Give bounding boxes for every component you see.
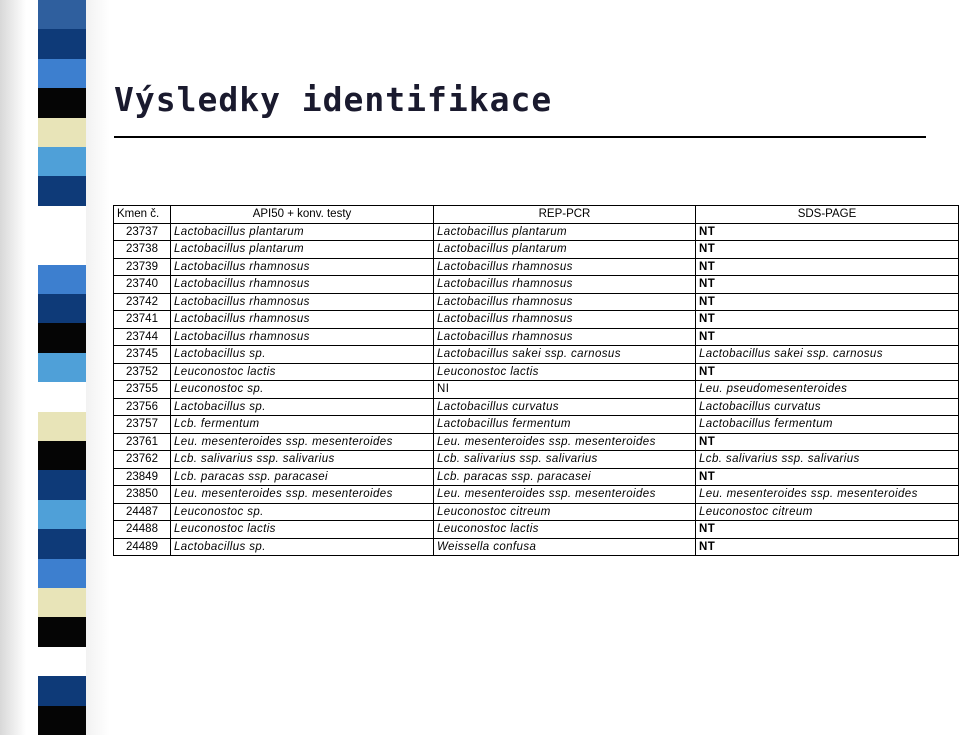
cell-strain: 23738	[114, 241, 171, 259]
table-row	[114, 328, 959, 346]
cell-sds-page: Lcb. salivarius ssp. salivarius	[696, 451, 959, 469]
cell-api50: Lactobacillus sp.	[171, 346, 434, 364]
decorative-square	[38, 206, 86, 236]
cell-sds-page: Leu. pseudomesenteroides	[696, 381, 959, 399]
cell-api50: Leuconostoc lactis	[171, 363, 434, 381]
cell-rep-pcr: Lactobacillus rhamnosus	[434, 293, 696, 311]
cell-sds-page: NT	[696, 223, 959, 241]
header-api50: API50 + konv. testy	[171, 206, 434, 224]
cell-strain: 24488	[114, 521, 171, 539]
title-underline	[114, 136, 926, 138]
cell-api50: Lactobacillus plantarum	[171, 223, 434, 241]
cell-rep-pcr: Lactobacillus rhamnosus	[434, 276, 696, 294]
decorative-square	[38, 176, 86, 206]
results-table	[113, 205, 959, 556]
decorative-square	[38, 559, 86, 589]
table-row	[114, 451, 959, 469]
cell-sds-page: Lactobacillus curvatus	[696, 398, 959, 416]
cell-strain: 23849	[114, 468, 171, 486]
table-row	[114, 223, 959, 241]
cell-rep-pcr: Lcb. paracas ssp. paracasei	[434, 468, 696, 486]
cell-api50: Lactobacillus rhamnosus	[171, 311, 434, 329]
cell-sds-page: NT	[696, 276, 959, 294]
decorative-square	[38, 676, 86, 706]
cell-strain: 23741	[114, 311, 171, 329]
cell-strain: 23752	[114, 363, 171, 381]
cell-strain: 23761	[114, 433, 171, 451]
cell-sds-page: NT	[696, 363, 959, 381]
decorative-square	[38, 441, 86, 471]
table-row	[114, 346, 959, 364]
cell-api50: Lactobacillus sp.	[171, 398, 434, 416]
cell-api50: Leuconostoc sp.	[171, 381, 434, 399]
decorative-square	[38, 147, 86, 177]
cell-strain: 23737	[114, 223, 171, 241]
cell-rep-pcr: Lactobacillus curvatus	[434, 398, 696, 416]
cell-strain: 23740	[114, 276, 171, 294]
cell-sds-page: Lactobacillus sakei ssp. carnosus	[696, 346, 959, 364]
cell-sds-page: NT	[696, 293, 959, 311]
cell-rep-pcr: Lactobacillus sakei ssp. carnosus	[434, 346, 696, 364]
cell-rep-pcr: Lactobacillus rhamnosus	[434, 258, 696, 276]
cell-strain: 23739	[114, 258, 171, 276]
cell-sds-page: Leu. mesenteroides ssp. mesenteroides	[696, 486, 959, 504]
table-row	[114, 398, 959, 416]
cell-api50: Leuconostoc sp.	[171, 503, 434, 521]
cell-strain: 23755	[114, 381, 171, 399]
header-sds-page: SDS-PAGE	[696, 206, 959, 224]
cell-sds-page: NT	[696, 538, 959, 556]
table-row	[114, 293, 959, 311]
cell-sds-page: NT	[696, 521, 959, 539]
table-row	[114, 521, 959, 539]
cell-rep-pcr: Lactobacillus rhamnosus	[434, 328, 696, 346]
table-row	[114, 486, 959, 504]
cell-api50: Lcb. fermentum	[171, 416, 434, 434]
decorative-square	[38, 0, 86, 30]
results-table-body	[114, 223, 959, 556]
cell-sds-page: NT	[696, 241, 959, 259]
cell-sds-page: NT	[696, 468, 959, 486]
cell-rep-pcr: Leuconostoc citreum	[434, 503, 696, 521]
cell-strain: 23762	[114, 451, 171, 469]
cell-api50: Leu. mesenteroides ssp. mesenteroides	[171, 486, 434, 504]
cell-sds-page: NT	[696, 258, 959, 276]
cell-sds-page: Leuconostoc citreum	[696, 503, 959, 521]
cell-strain: 23850	[114, 486, 171, 504]
header-strain: Kmen č.	[114, 206, 171, 224]
cell-strain: 23756	[114, 398, 171, 416]
cell-sds-page: NT	[696, 311, 959, 329]
cell-strain: 23745	[114, 346, 171, 364]
cell-rep-pcr: Weissella confusa	[434, 538, 696, 556]
decorative-square	[38, 265, 86, 295]
cell-rep-pcr: Leu. mesenteroides ssp. mesenteroides	[434, 486, 696, 504]
table-row	[114, 416, 959, 434]
cell-strain: 24489	[114, 538, 171, 556]
decorative-square	[38, 500, 86, 530]
decorative-square	[38, 294, 86, 324]
decorative-square	[38, 235, 86, 265]
decorative-square	[38, 59, 86, 89]
cell-sds-page: Lactobacillus fermentum	[696, 416, 959, 434]
cell-rep-pcr: Lactobacillus plantarum	[434, 223, 696, 241]
cell-api50: Lactobacillus sp.	[171, 538, 434, 556]
decorative-square	[38, 118, 86, 148]
table-row	[114, 468, 959, 486]
cell-api50: Lactobacillus rhamnosus	[171, 276, 434, 294]
table-row	[114, 433, 959, 451]
cell-api50: Leuconostoc lactis	[171, 521, 434, 539]
decorative-square	[38, 353, 86, 383]
cell-strain: 23742	[114, 293, 171, 311]
cell-rep-pcr: Leuconostoc lactis	[434, 521, 696, 539]
cell-api50: Lcb. salivarius ssp. salivarius	[171, 451, 434, 469]
cell-strain: 23757	[114, 416, 171, 434]
decorative-square	[38, 88, 86, 118]
page-title: Výsledky identifikace	[114, 80, 553, 119]
table-row	[114, 258, 959, 276]
table-row	[114, 538, 959, 556]
decorative-squares	[38, 0, 86, 735]
cell-rep-pcr: Leu. mesenteroides ssp. mesenteroides	[434, 433, 696, 451]
cell-rep-pcr: Lcb. salivarius ssp. salivarius	[434, 451, 696, 469]
cell-rep-pcr: Lactobacillus plantarum	[434, 241, 696, 259]
decorative-square	[38, 323, 86, 353]
decorative-square	[38, 29, 86, 59]
table-row	[114, 381, 959, 399]
cell-strain: 23744	[114, 328, 171, 346]
decorative-square	[38, 470, 86, 500]
table-header-row	[114, 206, 959, 224]
cell-api50: Lactobacillus rhamnosus	[171, 293, 434, 311]
decorative-square	[38, 529, 86, 559]
cell-api50: Lactobacillus rhamnosus	[171, 258, 434, 276]
cell-api50: Lcb. paracas ssp. paracasei	[171, 468, 434, 486]
cell-api50: Leu. mesenteroides ssp. mesenteroides	[171, 433, 434, 451]
decorative-square	[38, 382, 86, 412]
header-rep-pcr: REP-PCR	[434, 206, 696, 224]
table-row	[114, 276, 959, 294]
table-row	[114, 241, 959, 259]
cell-rep-pcr: Leuconostoc lactis	[434, 363, 696, 381]
table-row	[114, 311, 959, 329]
table-row	[114, 363, 959, 381]
cell-rep-pcr: Lactobacillus fermentum	[434, 416, 696, 434]
decorative-square	[38, 647, 86, 677]
cell-sds-page: NT	[696, 328, 959, 346]
cell-sds-page: NT	[696, 433, 959, 451]
cell-strain: 24487	[114, 503, 171, 521]
cell-rep-pcr: Lactobacillus rhamnosus	[434, 311, 696, 329]
cell-api50: Lactobacillus plantarum	[171, 241, 434, 259]
cell-api50: Lactobacillus rhamnosus	[171, 328, 434, 346]
decorative-square	[38, 412, 86, 442]
decorative-square	[38, 706, 86, 735]
cell-rep-pcr: NI	[434, 381, 696, 399]
table-row	[114, 503, 959, 521]
decorative-square	[38, 617, 86, 647]
decorative-square	[38, 588, 86, 618]
